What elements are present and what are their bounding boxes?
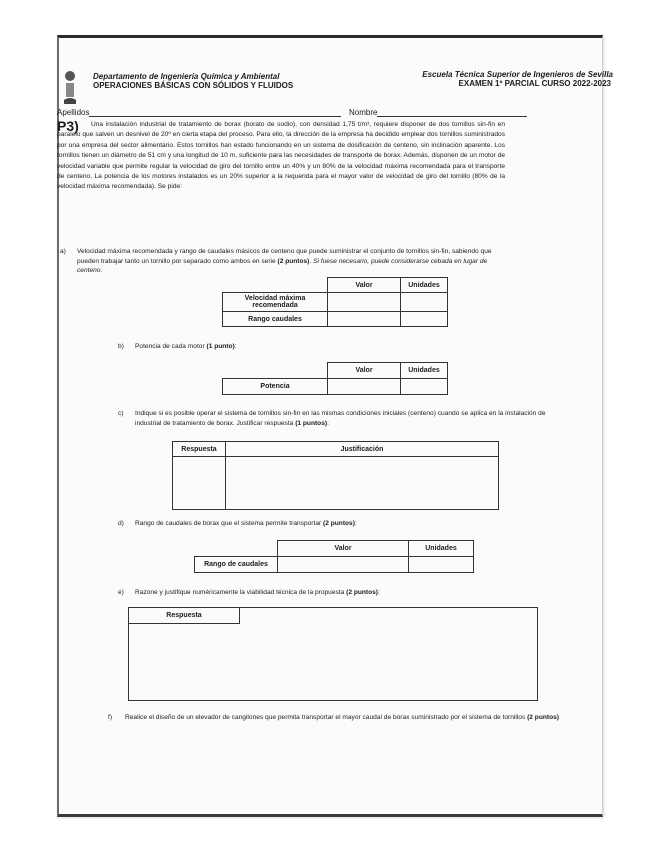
school-name: Escuela Técnica Superior de Ingenieros de Sevilla — [422, 70, 613, 79]
question-b-label: b) — [118, 343, 124, 350]
problem-statement: Una instalación industrial de tratamiento de borax (borato de sodio), con densidad 1,75 t/m³, requiere disponer de dos tornillos sin-fin en paralelo que salven un desnivel de 20º en cierta etapa del proceso. Para ello, la dirección de la empresa ha decidido emplear dos tornillos suministrados por una empresa del sector alimentario. Estos tornillos han estado funcionando en un sistema de dosificación de centeno, sin inclinación aparente. Los tornillos tienen un diámetro de 51 cm y una longitud de 10 m, suficiente para las necesidades de transporte de borax. Además, disponen de un motor de velocidad variable que permite regular la velocidad de giro del tornillo entre un 40% y un 80% de la velocidad máxima recomendada para el transporte de centeno. La potencia de los motores instalados es un 20% superior a la requerida para el mayor valor de velocidad de giro del tornillo (80% de la velocidad máxima recomendada). Se pide: — [57, 121, 505, 191]
table-b-value-header: Valor — [328, 363, 401, 379]
question-a-note: Si fuese necesario, puede considerarse cebada en lugar de centeno. — [77, 257, 488, 275]
table-d-row-flow-range: Rango de caudales — [195, 557, 278, 573]
university-logo — [63, 70, 77, 106]
surname-label: Apellidos — [57, 108, 90, 117]
table-a-flow-units-cell[interactable] — [401, 312, 448, 327]
name-field[interactable] — [349, 108, 527, 117]
question-d-text: Rango de caudales de borax que el sistema permite transportar — [135, 520, 322, 527]
question-a-text: Velocidad máxima recomendada y rango de caudales másicos de centeno que puede suministrar el conjunto de tornillos sin-fin, sabiendo que pueden trabajar tanto un tornillo por separado como ambos en serie — [77, 248, 492, 265]
question-e-text: Razone y justifique numéricamente la viabilidad técnica de la propuesta — [135, 589, 345, 596]
question-b-points: (1 punto) — [206, 343, 235, 350]
surname-field[interactable] — [57, 108, 341, 117]
question-f-label: f) — [108, 714, 113, 721]
answer-box-e[interactable] — [128, 607, 538, 701]
question-c-points: (1 puntos) — [295, 419, 328, 427]
table-b-row-power: Potencia — [223, 379, 328, 395]
table-c-answer-header: Respuesta — [173, 442, 226, 457]
table-d-flow-units-cell[interactable] — [409, 557, 474, 573]
surname-line[interactable] — [89, 108, 341, 117]
question-c-text: Indique si es posible operar el sistema de tornillos sin-fin en las mismas condiciones iniciales (centeno) cuando se aplica en la instalación de industrial de tratamiento de borax. Justificar respuesta — [135, 410, 546, 427]
question-f-text: Realice el diseño de un elevador de cangilones que permita transportar el mayor caudal de borax suministrado por el sistema de tornillos — [125, 714, 526, 721]
question-d-label: d) — [118, 520, 124, 527]
table-b-power-value-cell[interactable] — [328, 379, 401, 395]
table-d-units-header: Unidades — [409, 541, 474, 557]
question-a-label: a) — [60, 248, 66, 255]
table-a-row-flow-range: Rango caudales — [223, 312, 328, 327]
table-a-flow-value-cell[interactable] — [328, 312, 401, 327]
question-f-points: (2 puntos) — [527, 714, 559, 721]
table-a-speed-value-cell[interactable] — [328, 293, 401, 312]
table-a-value-header: Valor — [328, 278, 401, 293]
department-name: Departamento de Ingeniería Química y Ambiental — [93, 72, 280, 81]
question-b-text: Potencia de cada motor — [135, 343, 205, 350]
problem-number: P3) — [57, 118, 79, 134]
table-b-units-header: Unidades — [401, 363, 448, 379]
table-a-row-max-speed: Velocidad máxima recomendada — [223, 293, 328, 312]
question-e-points: (2 puntos) — [346, 589, 379, 596]
table-b-power-units-cell[interactable] — [401, 379, 448, 395]
subject-name: OPERACIONES BÁSICAS CON SÓLIDOS Y FLUIDOS — [93, 81, 294, 90]
table-a — [222, 277, 448, 327]
question-e-label: e) — [118, 589, 124, 596]
table-d — [194, 540, 474, 573]
table-c-justification-header: Justificación — [226, 442, 499, 457]
name-line[interactable] — [377, 108, 527, 117]
name-label: Nombre — [349, 108, 378, 117]
table-a-speed-units-cell[interactable] — [401, 293, 448, 312]
question-d-points: (2 puntos) — [323, 520, 355, 527]
question-c: c) Indique si es posible operar el sistema de tornillos sin-fin en las mismas condiciones iniciales (centeno) cuando se aplica en la instalación de industrial de tratamiento de borax. Justificar respuesta (1 puntos): — [118, 410, 546, 427]
exam-title: EXAMEN 1º PARCIAL CURSO 2022-2023 — [458, 79, 611, 88]
question-a-points: (2 puntos) — [277, 257, 310, 265]
question-c-label: c) — [118, 410, 124, 417]
table-c-justification-cell[interactable] — [226, 457, 499, 510]
question-f — [108, 713, 560, 735]
answer-box-e-header: Respuesta — [129, 608, 240, 624]
table-b — [222, 362, 448, 395]
table-d-flow-value-cell[interactable] — [278, 557, 409, 573]
table-a-units-header: Unidades — [401, 278, 448, 293]
question-a: a) Velocidad máxima recomendada y rango de caudales másicos de centeno que puede suministrar el conjunto de tornillos sin-fin, sabiendo que pueden trabajar tanto un tornillo por separado como ambos en serie (2 puntos). Si fuese necesario, puede considerarse cebada en lugar de centeno. — [60, 248, 492, 275]
table-c — [172, 441, 499, 510]
table-c-answer-cell[interactable] — [173, 457, 226, 510]
table-d-value-header: Valor — [278, 541, 409, 557]
